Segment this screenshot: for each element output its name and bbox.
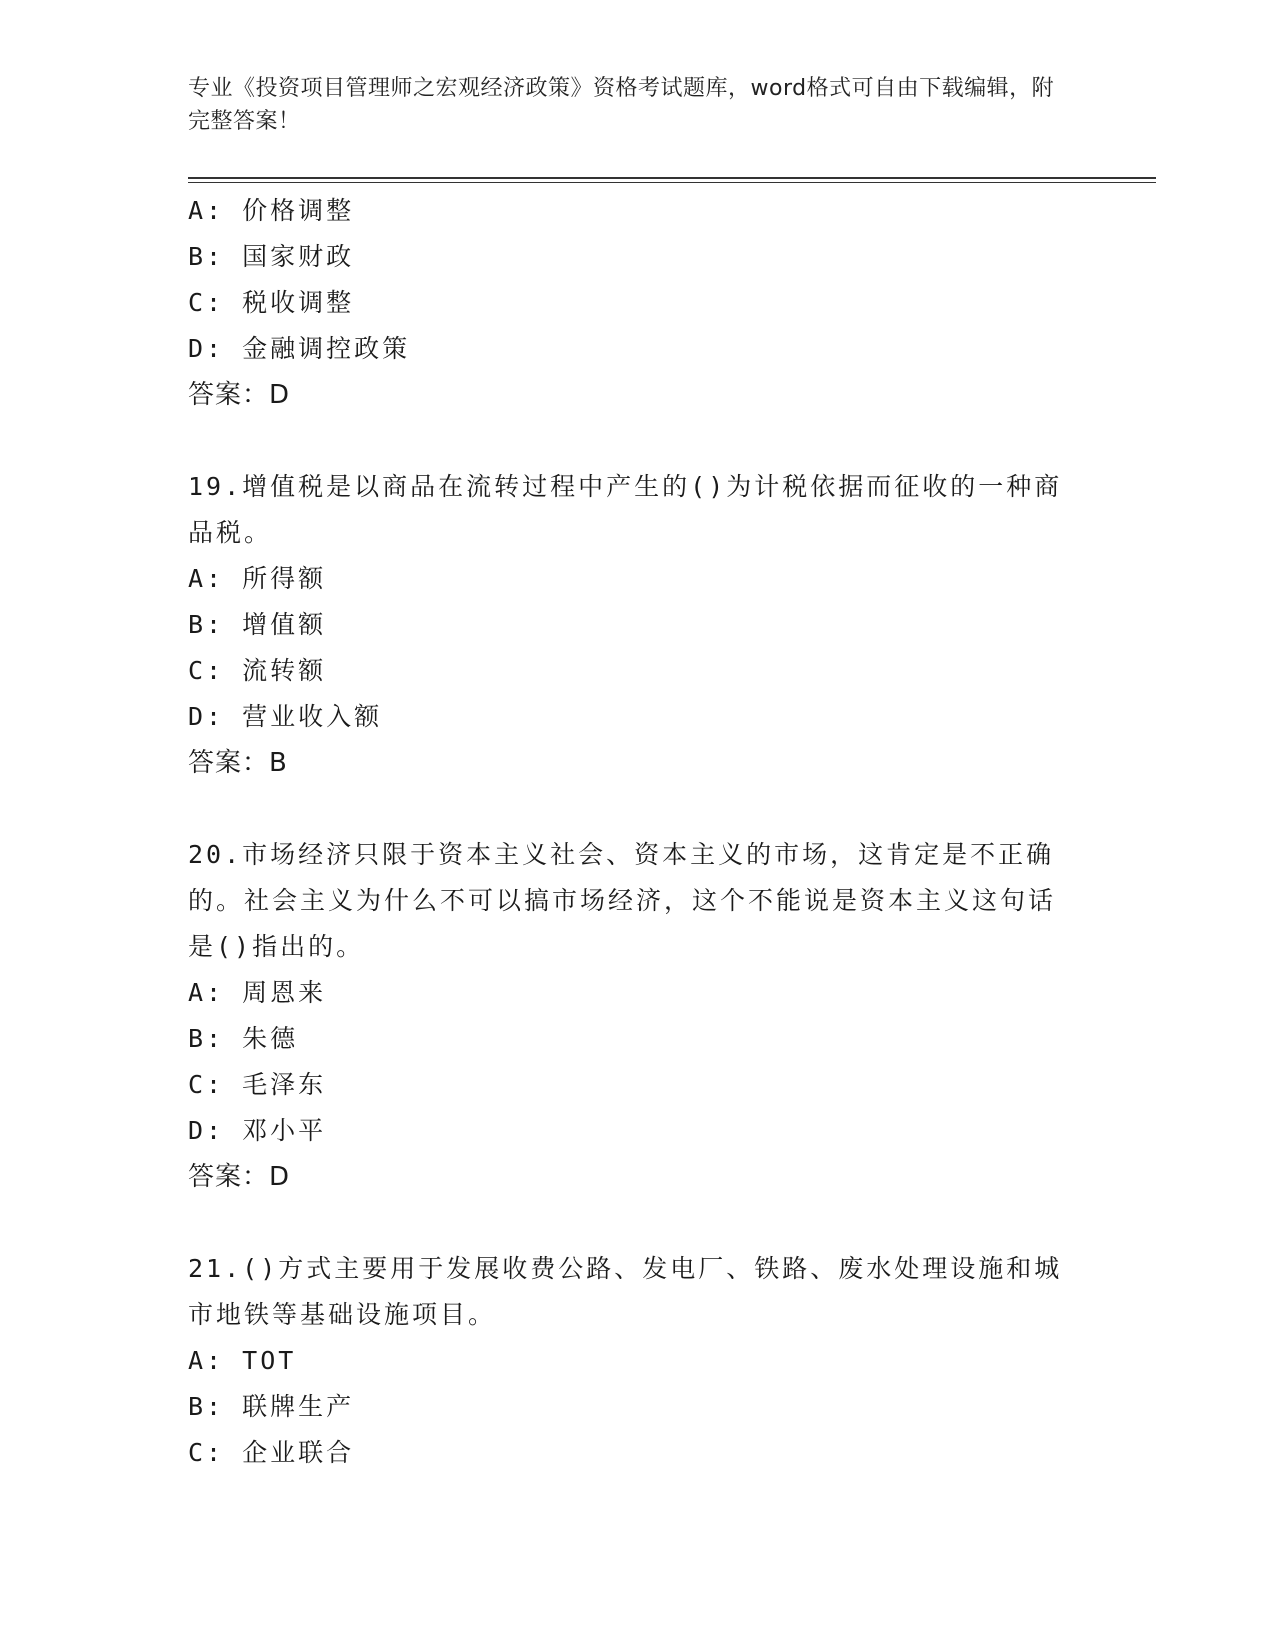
option-b: B: 国家财政 bbox=[188, 242, 355, 271]
document-header: 专业《投资项目管理师之宏观经济政策》资格考试题库，word格式可自由下载编辑，附完整答案！ bbox=[188, 76, 1055, 134]
question-block-18 bbox=[188, 188, 1088, 418]
option-c: C: 流转额 bbox=[188, 656, 327, 685]
option-c: C: 企业联合 bbox=[188, 1438, 355, 1467]
question-stem: 19.增值税是以商品在流转过程中产生的()为计税依据而征收的一种商品税。 bbox=[188, 472, 1063, 547]
option-c: C: 税收调整 bbox=[188, 288, 355, 317]
option-d: D: 营业收入额 bbox=[188, 702, 383, 731]
question-list bbox=[188, 188, 1088, 1476]
question-stem: 21.()方式主要用于发展收费公路、发电厂、铁路、废水处理设施和城市地铁等基础设施项目。 bbox=[188, 1254, 1063, 1329]
option-a: A: 价格调整 bbox=[188, 196, 355, 225]
header-divider-thin bbox=[188, 182, 1156, 183]
option-a: A: TOT bbox=[188, 1346, 297, 1375]
question-block-19 bbox=[188, 464, 1088, 786]
option-b: B: 朱德 bbox=[188, 1024, 299, 1053]
header-divider-thick bbox=[188, 177, 1156, 179]
option-d: D: 金融调控政策 bbox=[188, 334, 411, 363]
spacer bbox=[188, 786, 1088, 832]
spacer bbox=[188, 418, 1088, 464]
question-block-21 bbox=[188, 1246, 1088, 1476]
option-a: A: 所得额 bbox=[188, 564, 327, 593]
option-a: A: 周恩来 bbox=[188, 978, 327, 1007]
option-c: C: 毛泽东 bbox=[188, 1070, 327, 1099]
answer-line: 答案：B bbox=[188, 748, 288, 778]
question-block-20 bbox=[188, 832, 1088, 1200]
answer-line: 答案：D bbox=[188, 1162, 291, 1192]
spacer bbox=[188, 1200, 1088, 1246]
option-d: D: 邓小平 bbox=[188, 1116, 327, 1145]
option-b: B: 增值额 bbox=[188, 610, 327, 639]
answer-line: 答案：D bbox=[188, 380, 291, 410]
option-b: B: 联牌生产 bbox=[188, 1392, 355, 1421]
question-stem: 20.市场经济只限于资本主义社会、资本主义的市场，这肯定是不正确的。社会主义为什么不可以搞市场经济，这个不能说是资本主义这句话是()指出的。 bbox=[188, 840, 1057, 961]
